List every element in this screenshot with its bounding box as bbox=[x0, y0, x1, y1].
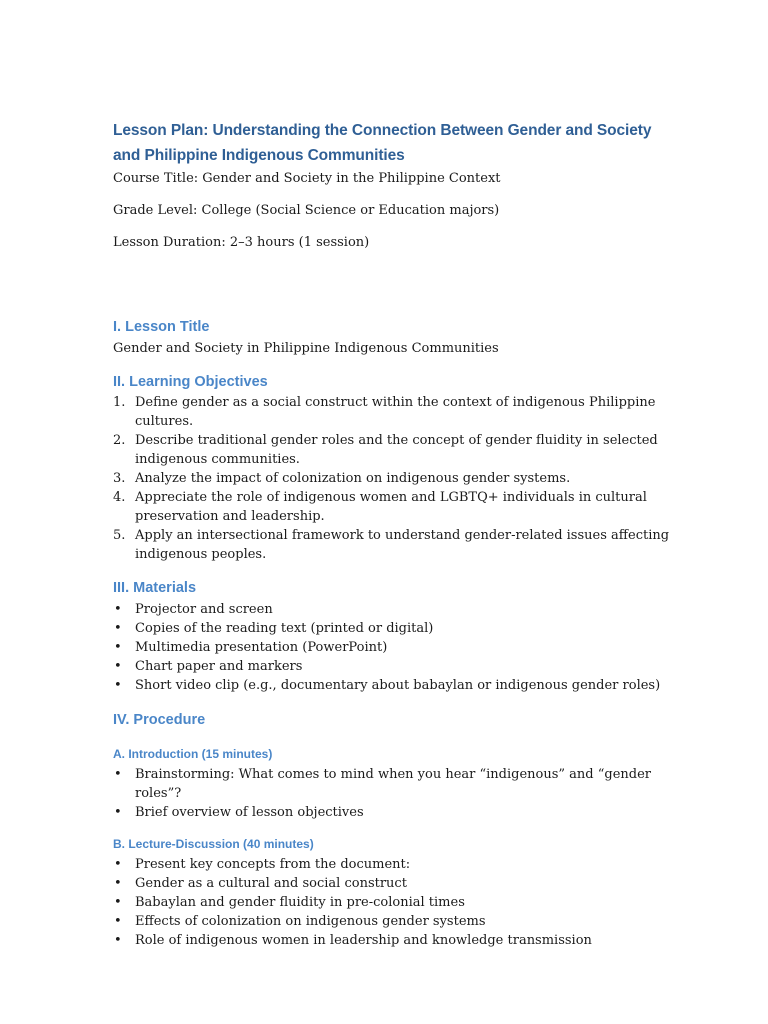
objective-text-continued: indigenous communities. bbox=[135, 452, 300, 467]
objective-number: 2. bbox=[113, 433, 126, 448]
bullet-icon: • bbox=[114, 640, 122, 655]
objective-number: 1. bbox=[113, 395, 126, 410]
lesson-duration: Lesson Duration: 2–3 hours (1 session) bbox=[113, 235, 370, 250]
lesson-title-text: Gender and Society in Philippine Indigenous Communities bbox=[113, 341, 499, 356]
bullet-icon: • bbox=[114, 602, 122, 617]
introduction-text: Brief overview of lesson objectives bbox=[135, 805, 364, 820]
bullet-icon: • bbox=[114, 805, 122, 820]
lecture-text: Babaylan and gender fluidity in pre-colonial times bbox=[135, 895, 465, 910]
objective-number: 5. bbox=[113, 528, 126, 543]
material-item bbox=[113, 657, 673, 676]
objective-item bbox=[113, 469, 673, 488]
bullet-icon: • bbox=[114, 659, 122, 674]
document-title bbox=[113, 118, 673, 168]
objective-text: Analyze the impact of colonization on indigenous gender systems. bbox=[135, 471, 571, 486]
lecture-text: Present key concepts from the document: bbox=[135, 857, 411, 872]
course-title: Course Title: Gender and Society in the Philippine Context bbox=[113, 171, 501, 186]
bullet-icon: • bbox=[114, 933, 122, 948]
bullet-icon: • bbox=[114, 621, 122, 636]
materials-list bbox=[113, 600, 673, 695]
title-line-1: Lesson Plan: Understanding the Connection Between Gender and Society bbox=[113, 122, 652, 139]
objective-item bbox=[113, 431, 673, 469]
objective-text: Define gender as a social construct within the context of indigenous Philippine cultures. bbox=[135, 395, 656, 429]
lecture-text: Gender as a cultural and social construct bbox=[135, 876, 407, 891]
objectives-list bbox=[113, 393, 673, 564]
subheading-introduction: A. Introduction (15 minutes) bbox=[113, 747, 273, 761]
subheading-lecture-discussion: B. Lecture-Discussion (40 minutes) bbox=[113, 837, 314, 851]
section-heading-procedure: IV. Procedure bbox=[113, 712, 206, 728]
material-text: Copies of the reading text (printed or digital) bbox=[135, 621, 434, 636]
title-line-2: and Philippine Indigenous Communities bbox=[113, 147, 405, 164]
section-heading-objectives: II. Learning Objectives bbox=[113, 374, 268, 390]
objective-item bbox=[113, 393, 673, 431]
lecture-text: Effects of colonization on indigenous gender systems bbox=[135, 914, 486, 929]
lecture-item bbox=[113, 874, 673, 893]
material-text: Short video clip (e.g., documentary about babaylan or indigenous gender roles) bbox=[135, 678, 661, 693]
material-text: Projector and screen bbox=[135, 602, 273, 617]
objective-text: Appreciate the role of indigenous women and LGBTQ+ individuals in cultural bbox=[135, 490, 647, 505]
bullet-icon: • bbox=[114, 876, 122, 891]
objective-text: Describe traditional gender roles and the concept of gender fluidity in selected bbox=[135, 433, 658, 448]
section-heading-materials: III. Materials bbox=[113, 580, 197, 596]
document-page bbox=[113, 118, 673, 950]
lecture-item bbox=[113, 931, 673, 950]
material-text: Chart paper and markers bbox=[135, 659, 303, 674]
introduction-list bbox=[113, 765, 673, 822]
bullet-icon: • bbox=[114, 857, 122, 872]
bullet-icon: • bbox=[114, 767, 122, 782]
material-item bbox=[113, 638, 673, 657]
objective-item bbox=[113, 488, 673, 526]
bullet-icon: • bbox=[114, 914, 122, 929]
grade-level: Grade Level: College (Social Science or Education majors) bbox=[113, 203, 500, 218]
objective-number: 3. bbox=[113, 471, 126, 486]
introduction-item bbox=[113, 765, 673, 803]
objective-text-continued: indigenous peoples. bbox=[135, 547, 267, 562]
section-heading-lesson-title: I. Lesson Title bbox=[113, 319, 210, 335]
material-item bbox=[113, 600, 673, 619]
introduction-text: Brainstorming: What comes to mind when you hear “indigenous” and “gender roles”? bbox=[135, 767, 652, 801]
lecture-item bbox=[113, 912, 673, 931]
objective-text-continued: preservation and leadership. bbox=[135, 509, 325, 524]
material-item bbox=[113, 619, 673, 638]
lecture-item bbox=[113, 893, 673, 912]
lecture-item bbox=[113, 855, 673, 874]
material-item bbox=[113, 676, 673, 695]
introduction-item bbox=[113, 803, 673, 822]
material-text: Multimedia presentation (PowerPoint) bbox=[135, 640, 388, 655]
objective-item bbox=[113, 526, 673, 564]
lecture-list bbox=[113, 855, 673, 950]
bullet-icon: • bbox=[114, 678, 122, 693]
objective-text: Apply an intersectional framework to understand gender-related issues affecting bbox=[135, 528, 670, 543]
lecture-text: Role of indigenous women in leadership and knowledge transmission bbox=[135, 933, 592, 948]
bullet-icon: • bbox=[114, 895, 122, 910]
objective-number: 4. bbox=[113, 490, 126, 505]
